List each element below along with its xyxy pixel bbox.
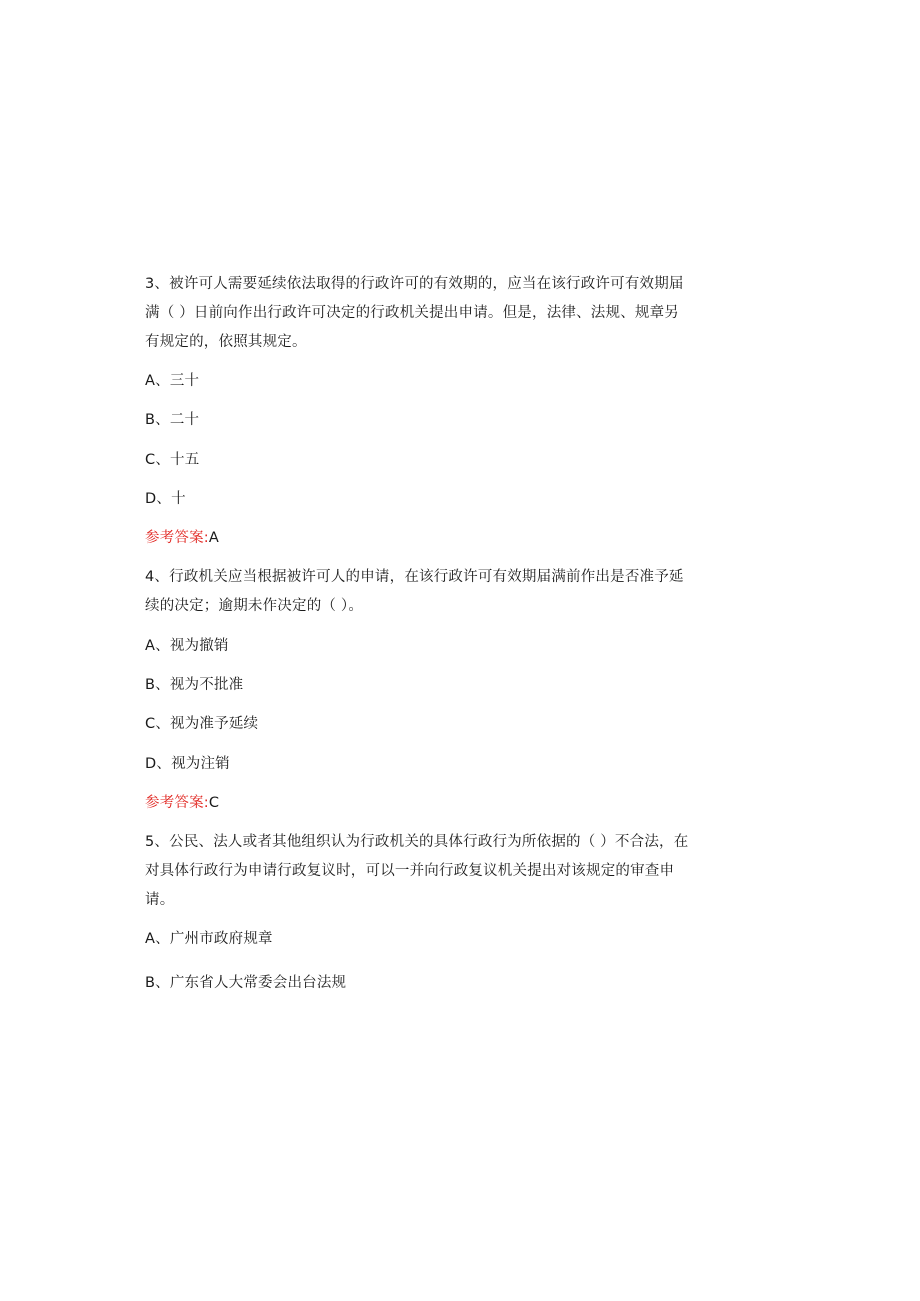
answer-value: A [208, 530, 220, 546]
question-3-answer [145, 528, 705, 548]
question-5-stem-line-1: 5、公民、法人或者其他组织认为行政机关的具体行政行为所依据的（ ）不合法，在 [145, 834, 689, 850]
question-5-stem-line-2: 对具体行政行为申请行政复议时，可以一并向行政复议机关提出对该规定的审查申 [145, 863, 675, 879]
question-3-stem-line-3: 有规定的，依照其规定。 [145, 334, 307, 350]
question-3-option-a: A、三十 [145, 373, 200, 389]
question-4-answer [145, 793, 705, 813]
question-4-stem-line-2: 续的决定；逾期未作决定的（ ）。 [145, 598, 364, 614]
question-4-stem-line-1: 4、行政机关应当根据被许可人的申请，在该行政许可有效期届满前作出是否准予延 [145, 569, 684, 585]
question-3-stem-line-1: 3、被许可人需要延续依法取得的行政许可的有效期的，应当在该行政许可有效期届 [145, 276, 684, 292]
question-3-stem-line-2: 满（ ）日前向作出行政许可决定的行政机关提出申请。但是，法律、法规、规章另 [145, 305, 680, 321]
question-4-option-c: C、视为准予延续 [145, 716, 259, 732]
question-5-option-a: A、广州市政府规章 [145, 931, 273, 947]
question-5-option-b: B、广东省人大常委会出台法规 [145, 975, 347, 991]
answer-value: C [208, 795, 220, 811]
question-4-option-b: B、视为不批准 [145, 677, 244, 693]
question-3-option-b: B、二十 [145, 412, 200, 428]
question-4-option-d: D、视为注销 [145, 756, 230, 772]
answer-label: 参考答案: [145, 530, 209, 546]
answer-label: 参考答案: [145, 795, 209, 811]
question-4-option-a: A、视为撤销 [145, 638, 229, 654]
question-3-option-c: C、十五 [145, 452, 200, 468]
question-3-option-d: D、十 [145, 491, 186, 507]
question-5-stem-line-3: 请。 [145, 892, 175, 908]
